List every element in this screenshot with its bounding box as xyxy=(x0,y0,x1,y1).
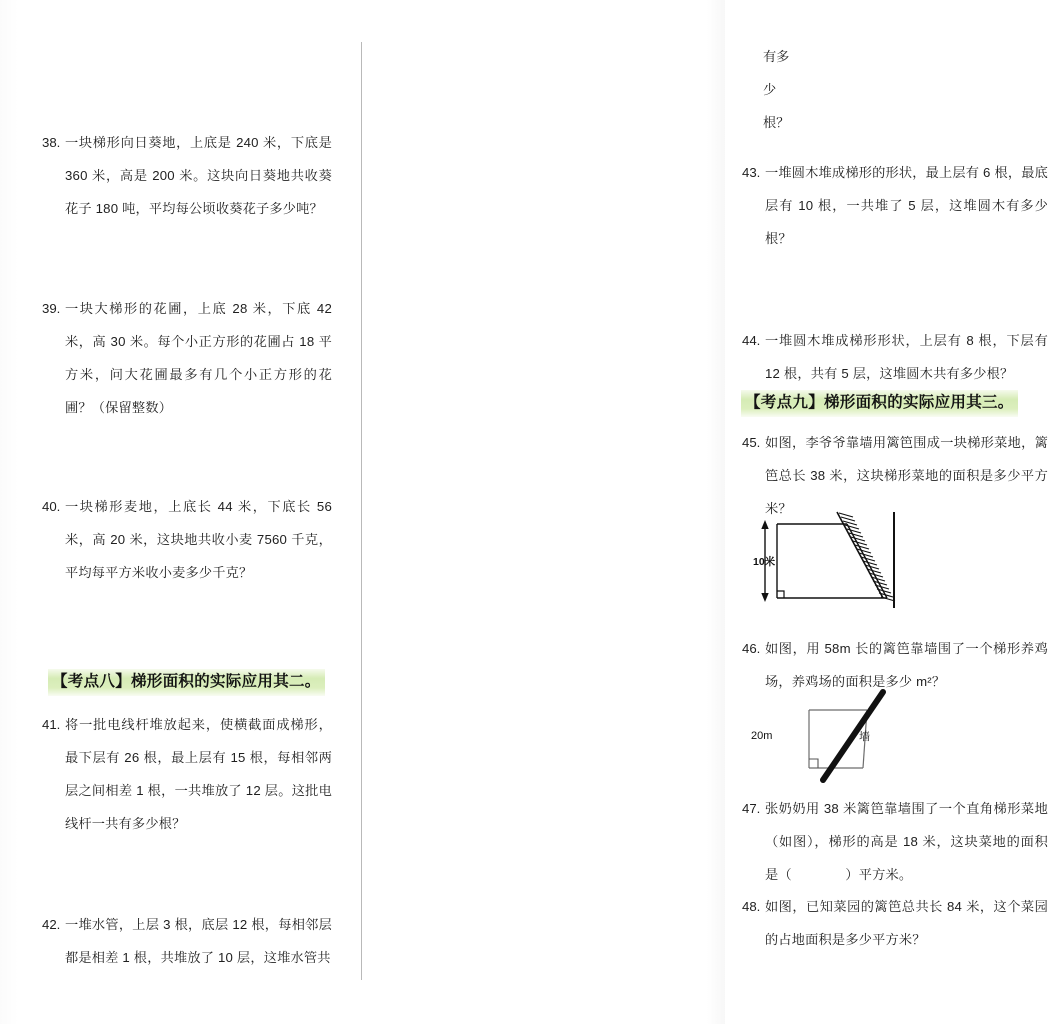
question-text: 一堆圆木堆成梯形形状，上层有 8 根，下层有 12 根，共有 5 层，这堆圆木共有多少根？ xyxy=(765,333,1048,381)
question-number: 42. xyxy=(42,917,61,932)
question-38 xyxy=(42,126,332,225)
question-42 xyxy=(42,908,332,974)
question-number: 48. xyxy=(742,899,761,914)
question-number: 44. xyxy=(742,333,761,348)
left-column xyxy=(0,0,362,1024)
question-number: 39. xyxy=(42,301,61,316)
question-number: 47. xyxy=(742,801,761,816)
question-number: 46. xyxy=(742,641,761,656)
right-angle-marker xyxy=(809,759,818,768)
question-number: 41. xyxy=(42,717,61,732)
question-40 xyxy=(42,490,332,589)
question-text: 一堆水管，上层 3 根，底层 12 根，每相邻层都是相差 1 根，共堆放了 10 层，这堆水管共 xyxy=(65,917,332,965)
figure-45-wall-vertical-line xyxy=(893,512,895,608)
question-48 xyxy=(742,890,1048,956)
right-angle-marker xyxy=(777,591,784,598)
question-47 xyxy=(742,792,1048,891)
question-number: 45. xyxy=(742,435,761,450)
figure-45-trapezoid-vegetable-plot xyxy=(755,506,945,612)
section-header-kaodian-9: 【考点九】梯形面积的实际应用其三。 xyxy=(741,390,1018,417)
figure-46-svg xyxy=(763,688,943,792)
question-44 xyxy=(742,324,1048,390)
question-text: 一块梯形向日葵地，上底是 240 米，下底是 360 米，高是 200 米。这块向日葵地共收葵花子 180 吨，平均每公顷收葵花子多少吨？ xyxy=(65,135,332,216)
question-text: 一块大梯形的花圃，上底 28 米，下底 42 米，高 30 米。每个小正方形的花圃占 18 平方米，问大花圃最多有几个小正方形的花圃？（保留整数） xyxy=(65,301,332,415)
question-text: 将一批电线杆堆放起来，使横截面成梯形，最下层有 26 根，最上层有 15 根，每相邻两层之间相差 1 根，一共堆放了 12 层。这批电线杆一共有多少根？ xyxy=(65,717,332,831)
right-column xyxy=(363,0,1048,1024)
question-text: 一堆圆木堆成梯形的形状，最上层有 6 根，最底层有 10 根，一共堆了 5 层，这堆圆木有多少根？ xyxy=(765,165,1048,246)
figure-45-height-label: 10米 xyxy=(753,556,776,568)
question-43 xyxy=(742,156,1048,255)
figure-45-svg xyxy=(755,506,945,612)
question-41 xyxy=(42,708,332,840)
question-number: 40. xyxy=(42,499,61,514)
question-39 xyxy=(42,292,332,424)
wall-hatching xyxy=(837,512,895,601)
question-number: 38. xyxy=(42,135,61,150)
question-text: 如图，已知菜园的篱笆总共长 84 米，这个菜园的占地面积是多少平方米？ xyxy=(765,899,1048,947)
question-text: 张奶奶用 38 米篱笆靠墙围了一个直角梯形菜地（如图），梯形的高是 18 米，这块菜地的面积是（ ）平方米。 xyxy=(765,801,1048,882)
question-text: 如图，用 58m 长的篱笆靠墙围了一个梯形养鸡场，养鸡场的面积是多少 m²？ xyxy=(765,641,1048,689)
question-text: 一块梯形麦地，上底长 44 米，下底长 56 米，高 20 米，这块地共收小麦 7560 千克，平均每平方米收小麦多少千克？ xyxy=(65,499,332,580)
continuation-text-42: 有多少根？ xyxy=(763,49,790,130)
question-number: 43. xyxy=(742,165,761,180)
figure-46-height-label: 20m xyxy=(751,730,773,742)
figure-46-wall-label: 墙 xyxy=(859,731,870,743)
question-text: 如图，李爷爷靠墙用篱笆围成一块梯形菜地，篱笆总长 38 米，这块梯形菜地的面积是多少平方米？ xyxy=(765,435,1048,516)
section-header-kaodian-8: 【考点八】梯形面积的实际应用其二。 xyxy=(48,669,325,696)
wall-thick-line xyxy=(823,692,883,780)
figure-46-chicken-farm xyxy=(751,688,943,792)
